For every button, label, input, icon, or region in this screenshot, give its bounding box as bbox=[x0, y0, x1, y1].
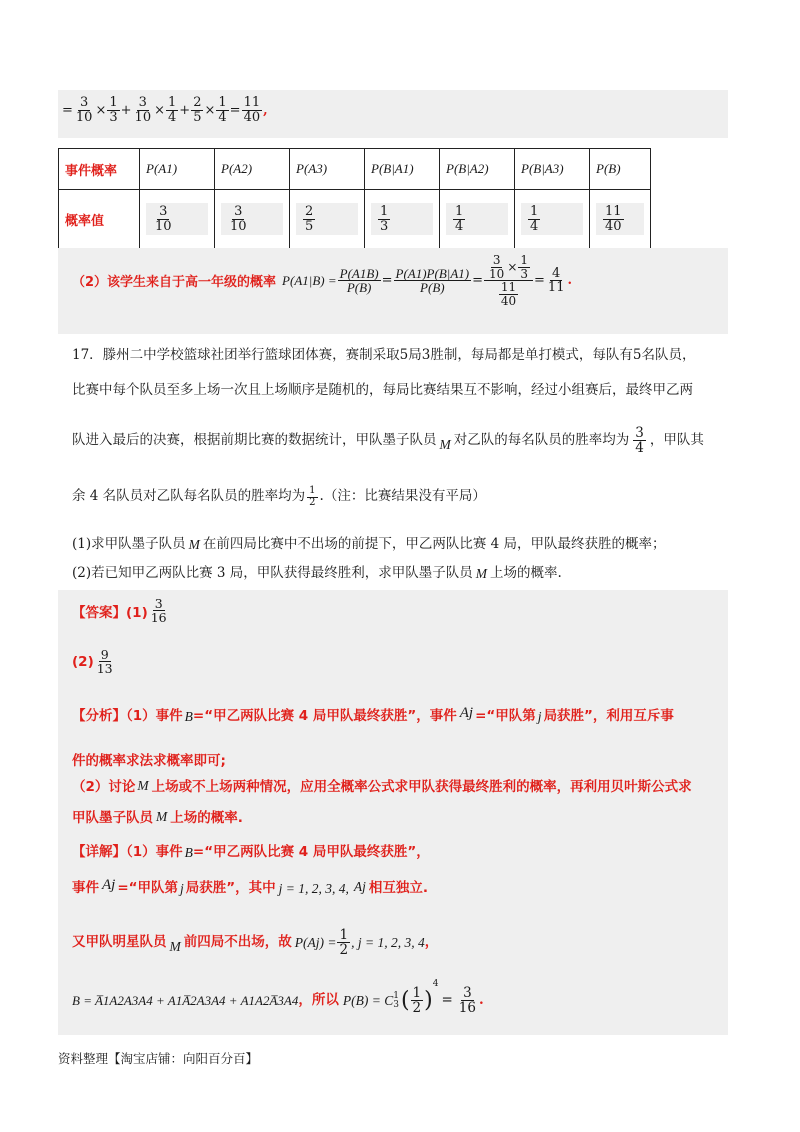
part2-frac-1: $\frac{P(A1B)}{P(B)}$ bbox=[339, 265, 379, 296]
col-header-6: P(B|A3) bbox=[521, 161, 564, 176]
q17-line4: 余 4 名队员对乙队每名队员的胜率均为 $\frac{1}{2}$ .（注：比赛结果没有平局） bbox=[72, 485, 486, 508]
probability-table bbox=[58, 148, 651, 249]
answer-2: (2) $\frac{9}{13}$ bbox=[72, 647, 113, 677]
detail-line3: 又甲队明星队员 M 前四局不出场，故 P(Aj) = $\frac{1}{2}$ , j = 1, 2, 3, 4 ， bbox=[72, 927, 439, 959]
answer-1: 【答案】(1) $\frac{3}{16}$ bbox=[72, 596, 167, 626]
col-header-3: P(A3) bbox=[296, 161, 328, 176]
value-4: $\frac{1}{3}$ bbox=[380, 203, 389, 234]
col-header-5: P(B|A2) bbox=[446, 161, 489, 176]
analysis-line2: 件的概率求法求概率即可; bbox=[72, 753, 226, 769]
value-1: $\frac{3}{10}$ bbox=[155, 203, 172, 234]
top-equation: = $\frac{3}{10}$ × $\frac{1}{3}$ + $\frac{3}{10}$ × $\frac{1}{4}$ + $\frac{2}{5}$ × $\frac{1}{4}$ = $\frac{11}{40}$ , bbox=[62, 95, 268, 125]
value-6: $\frac{1}{4}$ bbox=[530, 203, 539, 234]
col-header-7: P(B) bbox=[596, 161, 621, 176]
analysis-line1: 【分析】（1）事件 B =“甲乙两队比赛 4 局甲队最终获胜”，事件 Aj =“甲队第 j 局获胜”，利用互斥事 bbox=[72, 705, 674, 724]
value-2: $\frac{3}{10}$ bbox=[230, 203, 247, 234]
part2-frac-2: $\frac{P(A1)P(B|A1)}{P(B)}$ bbox=[395, 265, 470, 296]
col-header-2: P(A2) bbox=[221, 161, 253, 176]
value-5: $\frac{1}{4}$ bbox=[455, 203, 464, 234]
part2-conclusion: （2）该学生来自于高一年级的概率 P(A1|B) = $\frac{P(A1B)}{P(B)}$ = $\frac{P(A1)P(B|A1)}{P(B)}$ = $\frac{3}{10}$ × $\frac{1}{3}$ $\frac{11}{40}$ = $\frac{4}{11}$ . bbox=[72, 253, 572, 308]
value-7: $\frac{11}{40}$ bbox=[605, 203, 622, 234]
detail-line4: B = A̅1A2A3A4 + A1A̅2A3A4 + A1A2A̅3A4 ，所以 P(B) = C 1 3 ( $\frac{1}{2}$ ) 4 = $\frac{3}{16}$ . bbox=[72, 979, 484, 1017]
part2-frac-3: $\frac{3}{10}$ × $\frac{1}{3}$ $\frac{11}{40}$ bbox=[484, 254, 533, 307]
q17-sub2: (2)若已知甲乙两队比赛 3 局，甲队获得最终胜利，求甲队墨子队员 M 上场的概率. bbox=[72, 565, 562, 581]
q17-line3: 队进入最后的决赛，根据前期比赛的数据统计，甲队墨子队员 M 对乙队的每名队员的胜率均为 $\frac{3}{4}$ ，甲队其 bbox=[72, 425, 704, 457]
analysis-line4: 甲队墨子队员 M 上场的概率. bbox=[72, 809, 243, 826]
col-header-4: P(B|A1) bbox=[371, 161, 414, 176]
q17-line2: 比赛中每个队员至多上场一次且上场顺序是随机的，每局比赛结果互不影响，经过小组赛后，最终甲乙两 bbox=[72, 382, 693, 398]
value-3: $\frac{2}{5}$ bbox=[305, 203, 314, 234]
part2-label: （2）该学生来自于高一年级的概率 bbox=[72, 275, 277, 291]
analysis-line3: （2）讨论 M 上场或不上场两种情况，应用全概率公式求甲队获得最终胜利的概率，再利用贝叶斯公式求 bbox=[72, 778, 692, 795]
col-header-1: P(A1) bbox=[146, 161, 178, 176]
row-header-value: 概率值 bbox=[65, 213, 105, 229]
detail-line1: 【详解】（1）事件 B =“甲乙两队比赛 4 局甲队最终获胜”， bbox=[72, 844, 430, 860]
q17-sub1: (1)求甲队墨子队员 M 在前四局比赛中不出场的前提下，甲乙两队比赛 4 局，甲队最终获胜的概率； bbox=[72, 536, 666, 552]
detail-line2: 事件 Aj =“甲队第 j 局获胜”，其中 j = 1, 2, 3, 4, Aj 相互独立. bbox=[72, 877, 429, 896]
q17-line1: 17．滕州二中学校篮球社团举行篮球团体赛，赛制采取5局3胜制，每局都是单打模式，每队有5名队员， bbox=[72, 347, 696, 363]
part2-result: $\frac{4}{11}$ bbox=[547, 265, 565, 296]
row-header-event: 事件概率 bbox=[65, 163, 118, 179]
footer-source: 资料整理【淘宝店铺：向阳百分百】 bbox=[58, 1051, 259, 1066]
